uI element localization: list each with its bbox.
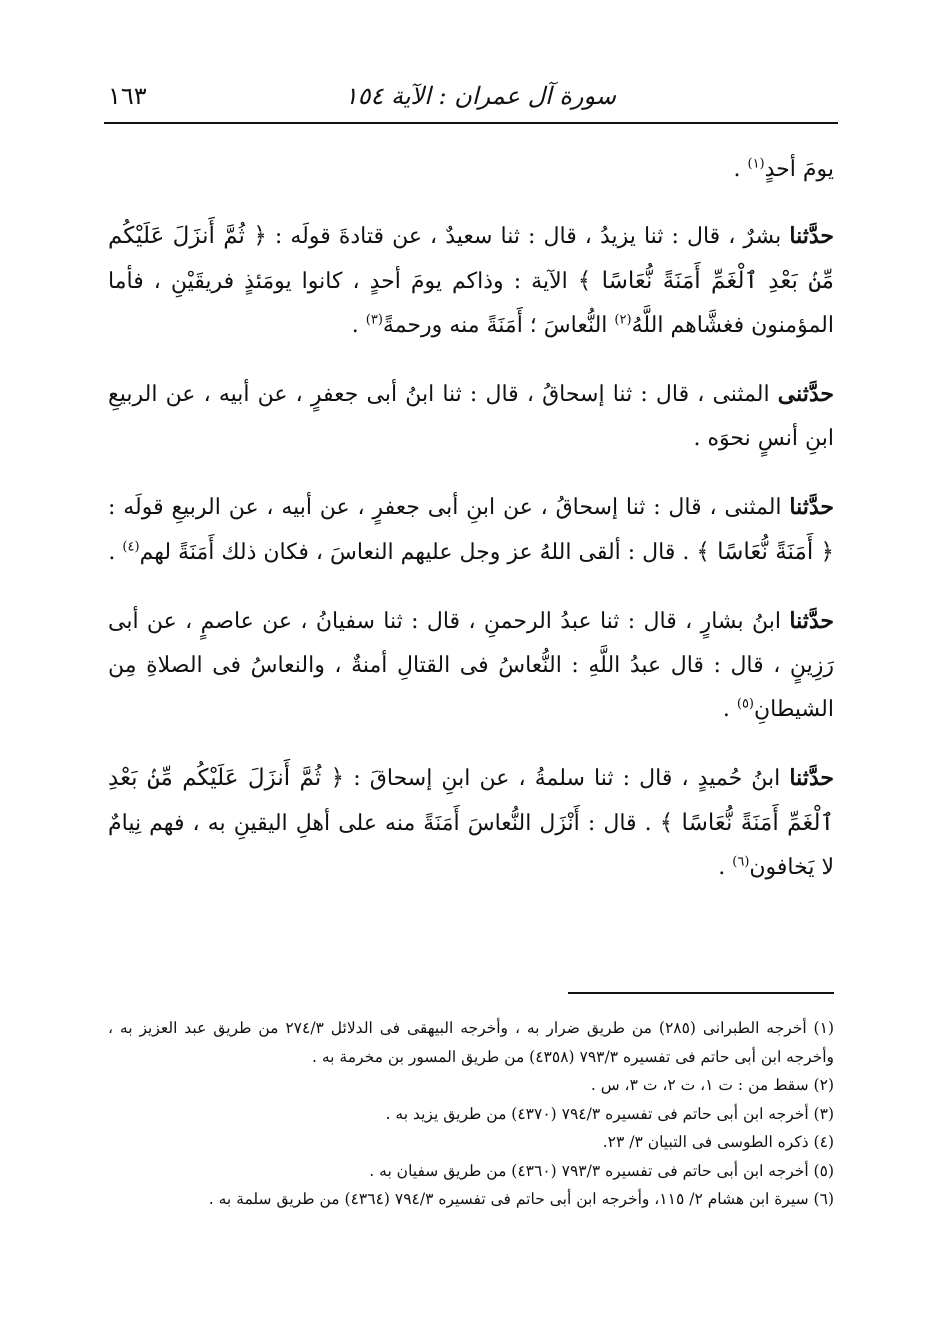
hadith-lead: حدَّثنا bbox=[789, 608, 835, 634]
text: . bbox=[718, 855, 733, 880]
paragraph-6 bbox=[108, 756, 834, 890]
hadith-lead: حدَّثنا bbox=[789, 494, 834, 520]
text: . قال : ألقى اللهُ عز وجل عليهم النعاسَ ، فكان ذلك أَمَنَةً لهم bbox=[139, 540, 697, 565]
text: بشرٌ ، قال : ثنا يزيدُ ، قال : ثنا سعيدٌ ، عن قتادةَ قولَه : bbox=[266, 224, 790, 249]
footnote-divider bbox=[568, 992, 834, 994]
text: النُّعاسَ ؛ أَمَنَةً منه ورحمةً bbox=[382, 313, 615, 338]
footnote-3: (٣) أخرجه ابن أبى حاتم فى تفسيره ٧٩٤/٣ (٤٣٧٠) من طريق يزيد به . bbox=[385, 1104, 834, 1123]
text: ابنُ حُميدٍ ، قال : ثنا سلمةُ ، عن ابنِ إسحاقَ : bbox=[344, 766, 790, 791]
paragraph-1 bbox=[108, 148, 834, 192]
text: المثنى ، قال : ثنا إسحاقُ ، قال : ثنا ابنُ أبى جعفرٍ ، عن أبيه ، عن الربيعِ ابنِ أنسٍ نحوَه . bbox=[108, 382, 834, 451]
text: يومَ أحدٍ bbox=[764, 157, 834, 182]
footnote-ref: (١) bbox=[747, 156, 765, 172]
footnote-ref: (٥) bbox=[736, 696, 754, 712]
paragraph-2 bbox=[108, 214, 834, 348]
paragraph-5 bbox=[108, 599, 834, 732]
text: . bbox=[108, 540, 123, 565]
quran-quote: ﴿ ثُمَّ أَنزَلَ عَلَيْكُم مِّنۢ بَعْدِ ٱلْغَمِّ أَمَنَةً نُّعَاسًا ﴾ bbox=[108, 223, 834, 294]
footnotes bbox=[108, 1014, 834, 1214]
text: . bbox=[733, 157, 748, 182]
text: ابنُ بشارٍ ، قال : ثنا عبدُ الرحمنِ ، قال : ثنا سفيانُ ، عن عاصمٍ ، عن أبى رَزِينٍ ، قال : قال عبدُ اللَّهِ : النُّعاسُ فى القتالِ أمنةٌ ، والنعاسُ فى الصلاةِ مِن الشيطانِ bbox=[108, 609, 834, 722]
paragraph-4 bbox=[108, 485, 834, 575]
footnote-2: (٢) سقط من : ت ١، ت ٢، ت ٣، س . bbox=[590, 1076, 834, 1094]
footnote-ref: (٤) bbox=[122, 539, 140, 555]
header-rule bbox=[104, 122, 838, 124]
quran-quote: ﴿ أَمَنَةً نُّعَاسًا ﴾ bbox=[696, 539, 834, 565]
paragraph-3 bbox=[108, 372, 834, 461]
footnote-1: (١) أخرجه الطبرانى (٢٨٥) من طريق ضرار به ، وأخرجه البيهقى فى الدلائل ٢٧٤/٣ من طريق عبد العزيز به ، وأخرجه ابن أبى حاتم فى تفسيره ٧٩٣/٣ (٤٣٥٨) من طريق المسور بن مخرمة به . bbox=[108, 1019, 834, 1066]
text: . bbox=[351, 313, 366, 338]
footnote-ref: (٣) bbox=[365, 312, 383, 328]
running-title: سورة آل عمران : الآية ١٥٤ bbox=[344, 82, 616, 110]
hadith-lead: حدَّثنا bbox=[789, 765, 834, 791]
footnote-6: (٦) سيرة ابن هشام ٢/ ١١٥، وأخرجه ابن أبى حاتم فى تفسيره ٧٩٤/٣ (٤٣٦٤) من طريق سلمة به . bbox=[208, 1190, 834, 1208]
hadith-lead: حدَّثنا bbox=[789, 223, 834, 249]
text: . قال : أَنْزَل النُّعاسَ أَمَنَةً منه على أهلِ اليقينِ به ، فهم نِيامٌ لا يَخافون bbox=[108, 811, 834, 880]
main-text bbox=[108, 148, 834, 914]
footnote-ref: (٢) bbox=[614, 312, 632, 328]
page-header bbox=[108, 82, 836, 116]
quran-quote: ﴿ ثُمَّ أَنزَلَ عَلَيْكُم مِّنۢ بَعْدِ ٱلْغَمِّ أَمَنَةً نُّعَاسًا ﴾ bbox=[108, 765, 834, 836]
footnote-ref: (٦) bbox=[732, 854, 750, 870]
footnote-4: (٤) ذكره الطوسى فى التبيان ٣/ ٢٣. bbox=[602, 1133, 834, 1151]
footnote-5: (٥) أخرجه ابن أبى حاتم فى تفسيره ٧٩٣/٣ (٤٣٦٠) من طريق سفيان به . bbox=[369, 1161, 834, 1180]
text: المثنى ، قال : ثنا إسحاقُ ، عن ابنِ أبى جعفرٍ ، عن أبيه ، عن الربيعِ قولَه : bbox=[108, 495, 790, 520]
text: الآية : وذاكم يومَ أحدٍ ، كانوا يومَئذٍ فريقَيْنِ ، فأما المؤمنون فغشَّاهم اللَّهُ bbox=[108, 269, 834, 338]
text: . bbox=[722, 697, 737, 722]
hadith-lead: حدَّثنى bbox=[777, 381, 834, 407]
page-number: ١٦٣ bbox=[108, 82, 147, 110]
